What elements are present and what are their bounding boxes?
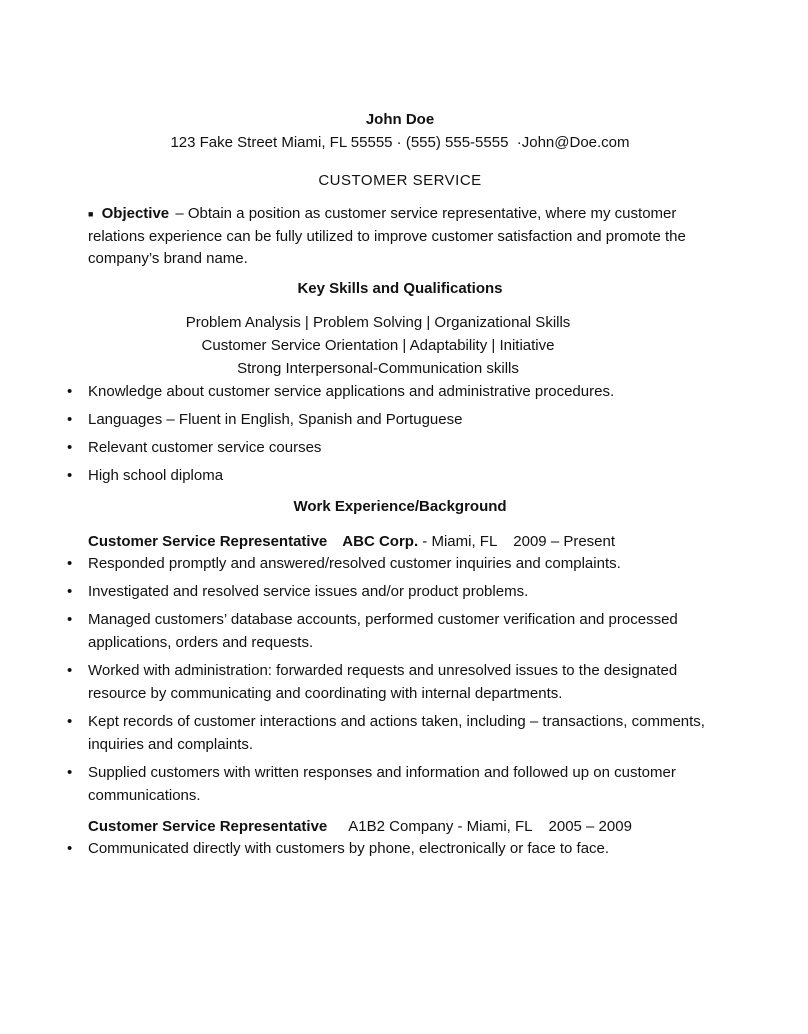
list-item: • Relevant customer service courses xyxy=(88,436,712,459)
list-item: • High school diploma xyxy=(88,464,712,487)
job-title: Customer Service Representative xyxy=(88,817,328,835)
skills-line: Problem Analysis | Problem Solving | Organizational Skills xyxy=(185,314,571,331)
contact-line: 123 Fake Street Miami, FL 55555 · (555) 555-5555 ·John@Doe.com xyxy=(170,134,630,151)
list-item: • Kept records of customer interactions and actions taken, including – transactions, comments, inquiries and complaints. xyxy=(88,710,712,756)
candidate-name: John Doe xyxy=(365,111,435,128)
list-item: • Responded promptly and answered/resolved customer inquiries and complaints. xyxy=(88,552,712,575)
list-item: • Worked with administration: forwarded requests and unresolved issues to the designated resource by communicating and coordinating with internal departments. xyxy=(88,659,712,705)
objective-label: Objective xyxy=(101,205,170,222)
skills-line: Customer Service Orientation | Adaptability | Initiative xyxy=(201,337,555,354)
job-header xyxy=(88,817,712,837)
resume-title: CUSTOMER SERVICE xyxy=(318,172,482,189)
objective-paragraph xyxy=(88,203,712,271)
job-location: - Miami, FL xyxy=(422,532,498,550)
job-dates: 2009 – Present xyxy=(513,532,616,550)
square-bullet-icon: ■ xyxy=(88,209,94,219)
skills-section-heading: Key Skills and Qualifications xyxy=(297,279,503,297)
job-dates: 2005 – 2009 xyxy=(548,817,632,835)
job-company: A1B2 Company - Miami, FL xyxy=(348,817,533,835)
job-header xyxy=(88,532,712,552)
list-item: • Languages – Fluent in English, Spanish and Portuguese xyxy=(88,408,712,431)
list-item: • Supplied customers with written responses and information and followed up on customer communications. xyxy=(88,761,712,807)
skills-summary xyxy=(88,311,668,380)
list-item: • Investigated and resolved service issues and/or product problems. xyxy=(88,580,712,603)
list-item: • Knowledge about customer service applications and administrative procedures. xyxy=(88,380,712,403)
skills-line: Strong Interpersonal-Communication skills xyxy=(237,360,519,377)
objective-text: – Obtain a position as customer service representative, where my customer relations experience can be fully utilized to improve customer satisfaction and promote the company’s brand name. xyxy=(88,205,686,267)
job-title: Customer Service Representative xyxy=(88,532,328,550)
qualifications-list xyxy=(88,380,712,487)
job-company: ABC Corp. xyxy=(342,532,419,550)
job-duties-list xyxy=(88,552,712,807)
job-duties-list xyxy=(88,837,712,860)
list-item: • Communicated directly with customers by phone, electronically or face to face. xyxy=(88,837,712,860)
experience-section-heading: Work Experience/Background xyxy=(293,498,507,515)
list-item: • Managed customers’ database accounts, performed customer verification and processed applications, orders and requests. xyxy=(88,608,712,654)
